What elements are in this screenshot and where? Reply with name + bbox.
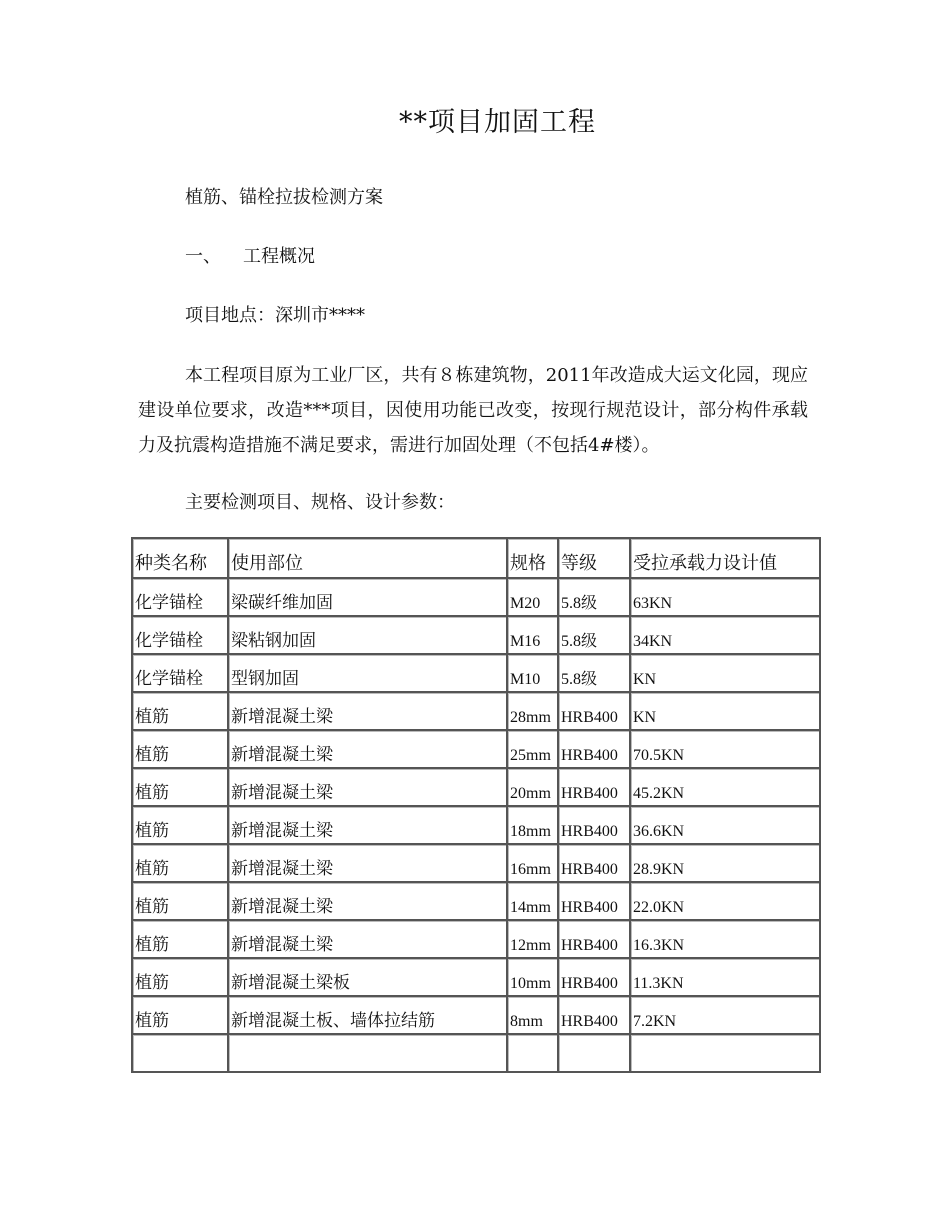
capacity-cell: KN (630, 654, 820, 692)
type-cell: 植筋 (132, 996, 228, 1034)
location-cell: 新增混凝土梁 (228, 806, 507, 844)
params-heading: 主要检测项目、规格、设计参数： (185, 492, 455, 513)
table-row (132, 996, 820, 1034)
type-cell: 植筋 (132, 730, 228, 768)
location-cell: 新增混凝土梁板 (228, 958, 507, 996)
type-cell: 植筋 (132, 844, 228, 882)
section-number: 一、 (185, 246, 221, 267)
capacity-cell: 22.0KN (630, 882, 820, 920)
page-title: **项目加固工程 (399, 107, 596, 138)
table-header-row (132, 538, 820, 578)
section-heading (185, 242, 315, 268)
grade-cell: HRB400 (558, 996, 630, 1034)
table-row (132, 882, 820, 920)
size-cell (507, 1034, 558, 1072)
type-cell: 植筋 (132, 958, 228, 996)
location-cell (228, 1034, 507, 1072)
header-cell-grade: 等级 (558, 538, 630, 578)
document-subtitle: 植筋、锚栓拉拔检测方案 (185, 187, 383, 208)
capacity-cell: 11.3KN (630, 958, 820, 996)
overview-paragraph: 本工程项目原为工业厂区，共有８栋建筑物，2011年改造成大运文化园，现应建设单位要求，改造***项目，因使用功能已改变，按现行规范设计，部分构件承载力及抗震构造措施不满足要求，需进行加固处理（不包括4#楼）。 (138, 365, 808, 456)
location-cell: 新增混凝土梁 (228, 920, 507, 958)
location-cell: 新增混凝土梁 (228, 844, 507, 882)
header-cell-location: 使用部位 (228, 538, 507, 578)
grade-cell: 5.8级 (558, 654, 630, 692)
size-cell: 14mm (507, 882, 558, 920)
type-cell: 化学锚栓 (132, 578, 228, 616)
section-title: 工程概况 (243, 246, 315, 267)
grade-cell: HRB400 (558, 806, 630, 844)
capacity-cell: 63KN (630, 578, 820, 616)
size-cell: 28mm (507, 692, 558, 730)
location-cell: 新增混凝土板、墙体拉结筋 (228, 996, 507, 1034)
location-cell: 梁粘钢加固 (228, 616, 507, 654)
type-cell: 植筋 (132, 692, 228, 730)
table-row (132, 958, 820, 996)
size-cell: M16 (507, 616, 558, 654)
capacity-cell: 45.2KN (630, 768, 820, 806)
table-row (132, 692, 820, 730)
location-cell: 梁碳纤维加固 (228, 578, 507, 616)
header-cell-type: 种类名称 (132, 538, 228, 578)
spec-table-body (132, 538, 820, 1072)
size-cell: 25mm (507, 730, 558, 768)
capacity-cell: KN (630, 692, 820, 730)
type-cell: 植筋 (132, 920, 228, 958)
size-cell: 10mm (507, 958, 558, 996)
table-row (132, 616, 820, 654)
grade-cell: HRB400 (558, 882, 630, 920)
grade-cell: HRB400 (558, 768, 630, 806)
capacity-cell: 36.6KN (630, 806, 820, 844)
type-cell (132, 1034, 228, 1072)
grade-cell (558, 1034, 630, 1072)
size-cell: M10 (507, 654, 558, 692)
capacity-cell: 34KN (630, 616, 820, 654)
grade-cell: 5.8级 (558, 578, 630, 616)
table-row (132, 654, 820, 692)
header-cell-size: 规格 (507, 538, 558, 578)
capacity-cell (630, 1034, 820, 1072)
capacity-cell: 70.5KN (630, 730, 820, 768)
location-cell: 新增混凝土梁 (228, 730, 507, 768)
location-cell: 新增混凝土梁 (228, 768, 507, 806)
grade-cell: HRB400 (558, 920, 630, 958)
size-cell: 12mm (507, 920, 558, 958)
table-row (132, 920, 820, 958)
location-cell: 型钢加固 (228, 654, 507, 692)
type-cell: 化学锚栓 (132, 654, 228, 692)
table-row (132, 806, 820, 844)
grade-cell: HRB400 (558, 730, 630, 768)
grade-cell: HRB400 (558, 692, 630, 730)
capacity-cell: 16.3KN (630, 920, 820, 958)
size-cell: 16mm (507, 844, 558, 882)
grade-cell: HRB400 (558, 958, 630, 996)
grade-cell: HRB400 (558, 844, 630, 882)
capacity-cell: 7.2KN (630, 996, 820, 1034)
table-row (132, 768, 820, 806)
size-cell: M20 (507, 578, 558, 616)
project-location: 项目地点：深圳市**** (185, 305, 365, 326)
location-cell: 新增混凝土梁 (228, 692, 507, 730)
table-row (132, 730, 820, 768)
capacity-cell: 28.9KN (630, 844, 820, 882)
spec-table (131, 537, 821, 1073)
location-cell: 新增混凝土梁 (228, 882, 507, 920)
table-row (132, 844, 820, 882)
table-row (132, 1034, 820, 1072)
type-cell: 化学锚栓 (132, 616, 228, 654)
grade-cell: 5.8级 (558, 616, 630, 654)
type-cell: 植筋 (132, 768, 228, 806)
size-cell: 18mm (507, 806, 558, 844)
size-cell: 8mm (507, 996, 558, 1034)
size-cell: 20mm (507, 768, 558, 806)
table-row (132, 578, 820, 616)
type-cell: 植筋 (132, 806, 228, 844)
header-cell-capacity: 受拉承载力设计值 (630, 538, 820, 578)
type-cell: 植筋 (132, 882, 228, 920)
